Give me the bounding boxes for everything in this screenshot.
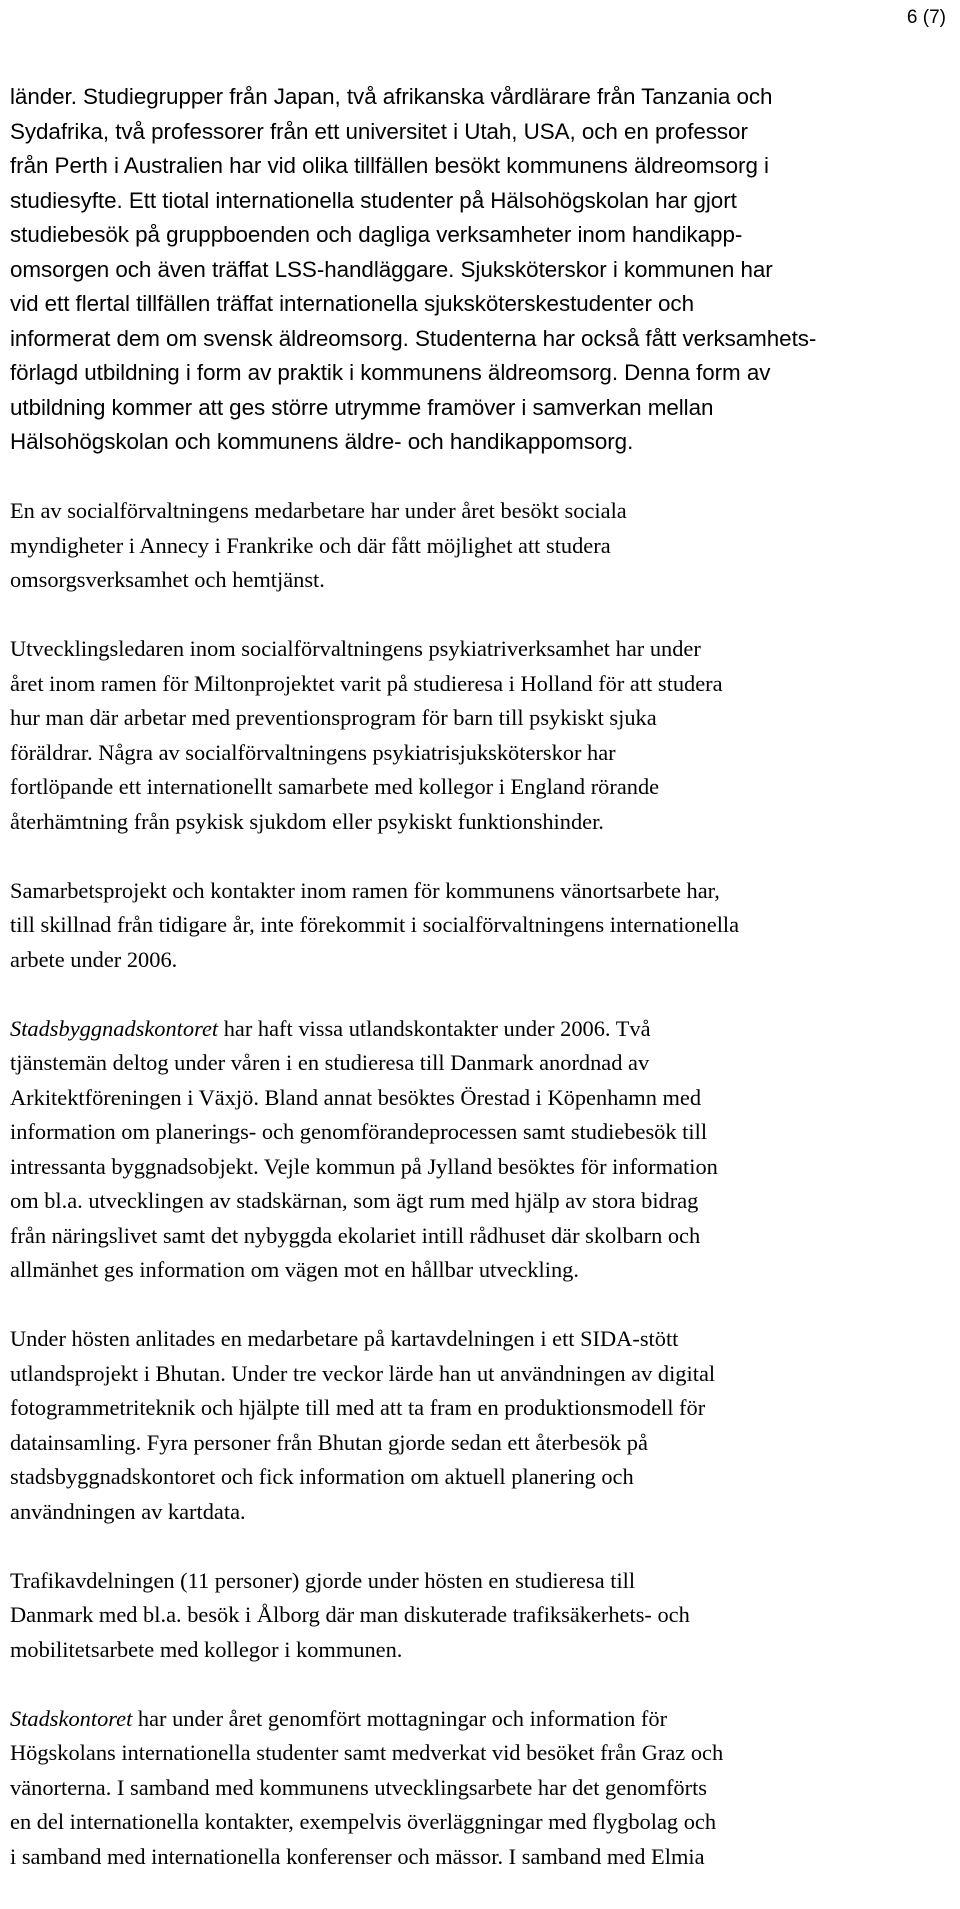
text-line: från näringslivet samt det nybyggda ekolariet intill rådhuset där skolbarn och xyxy=(10,1222,701,1248)
text-line: Utvecklingsledaren inom socialförvaltningens psykiatriverksamhet har under xyxy=(10,636,701,661)
paragraph-holland xyxy=(10,632,950,839)
page-number: 6 (7) xyxy=(906,7,946,28)
text-line: Danmark med bl.a. besök i Ålborg där man diskuterade trafiksäkerhets- och xyxy=(10,1602,690,1627)
text-line xyxy=(10,1702,950,1737)
text-line: myndigheter i Annecy i Frankrike och där fått möjlighet att studera xyxy=(10,532,611,558)
text-line: omsorgen och även träffat LSS-handläggare. Sjuksköterskor i kommunen har xyxy=(10,256,773,282)
paragraph-annecy xyxy=(10,494,950,598)
paragraph-stadsbyggnadskontoret xyxy=(10,1012,950,1288)
text-line: studiebesök på gruppboenden och dagliga verksamheter inom handikapp- xyxy=(10,222,743,247)
text-line: återhämtning från psykisk sjukdom eller psykiskt funktionshinder. xyxy=(10,808,604,834)
text-line xyxy=(10,1012,950,1047)
text-line: användningen av kartdata. xyxy=(10,1498,246,1524)
text-line: arbete under 2006. xyxy=(10,946,178,972)
text-line: utbildning kommer att ges större utrymme framöver i samverkan mellan xyxy=(10,394,714,420)
text-line: allmänhet ges information om vägen mot en hållbar utveckling. xyxy=(10,1257,579,1282)
text-line: informerat dem om svensk äldreomsorg. Studenterna har också fått verksamhets- xyxy=(10,325,817,351)
text-line: en del internationella kontakter, exempelvis överläggningar med flygbolag och xyxy=(10,1809,717,1834)
text-fragment: har haft vissa utlandskontakter under 2006. Två xyxy=(218,1015,651,1041)
text-line: information om planerings- och genomförandeprocessen samt studiebesök till xyxy=(10,1119,708,1144)
text-line: En av socialförvaltningens medarbetare har under året besökt sociala xyxy=(10,498,627,523)
text-line: till skillnad från tidigare år, inte förekommit i socialförvaltningens internationella xyxy=(10,912,740,937)
text-line: fortlöpande ett internationellt samarbete med kollegor i England rörande xyxy=(10,774,660,799)
text-line: hur man där arbetar med preventionsprogram för barn till psykiskt sjuka xyxy=(10,705,657,730)
text-line: studiesyfte. Ett tiotal internationella studenter på Hälsohögskolan har gjort xyxy=(10,187,737,213)
text-line: Trafikavdelningen (11 personer) gjorde under hösten en studieresa till xyxy=(10,1567,636,1593)
paragraph-bhutan xyxy=(10,1322,950,1529)
emphasis-stadsbyggnadskontoret: Stadsbyggnadskontoret xyxy=(10,1015,219,1041)
text-line: från Perth i Australien har vid olika tillfällen besökt kommunens äldreomsorg i xyxy=(10,153,769,178)
document-body xyxy=(10,80,950,1909)
text-line: Högskolans internationella studenter samt medverkat vid besöket från Graz och xyxy=(10,1740,724,1765)
paragraph-stadskontoret xyxy=(10,1702,950,1875)
text-line: intressanta byggnadsobjekt. Vejle kommun på Jylland besöktes för information xyxy=(10,1153,718,1179)
text-line: datainsamling. Fyra personer från Bhutan gjorde sedan ett återbesök på xyxy=(10,1429,648,1455)
text-line: vänorterna. I samband med kommunens utvecklingsarbete har det genomförts xyxy=(10,1774,708,1800)
text-line: förlagd utbildning i form av praktik i kommunens äldreomsorg. Denna form av xyxy=(10,360,771,385)
paragraph-vanort xyxy=(10,874,950,978)
text-line: Sydafrika, två professorer från ett universitet i Utah, USA, och en professor xyxy=(10,118,748,144)
paragraph-intro xyxy=(10,80,950,460)
text-fragment: har under året genomfört mottagningar och information för xyxy=(132,1705,668,1731)
text-line: utlandsprojekt i Bhutan. Under tre veckor lärde han ut användningen av digital xyxy=(10,1360,716,1386)
emphasis-stadskontoret: Stadskontoret xyxy=(10,1705,133,1731)
text-line: länder. Studiegrupper från Japan, två afrikanska vårdlärare från Tanzania och xyxy=(10,84,773,109)
text-line: i samband med internationella konferenser och mässor. I samband med Elmia xyxy=(10,1843,705,1869)
text-line: mobilitetsarbete med kollegor i kommunen. xyxy=(10,1636,403,1662)
text-line: omsorgsverksamhet och hemtjänst. xyxy=(10,567,325,592)
text-line: Under hösten anlitades en medarbetare på kartavdelningen i ett SIDA-stött xyxy=(10,1326,679,1351)
text-line: Hälsohögskolan och kommunens äldre- och handikappomsorg. xyxy=(10,429,634,454)
paragraph-trafik xyxy=(10,1564,950,1668)
text-line: tjänstemän deltog under våren i en studieresa till Danmark anordnad av xyxy=(10,1050,650,1075)
text-line: Arkitektföreningen i Växjö. Bland annat besöktes Örestad i Köpenhamn med xyxy=(10,1084,702,1110)
text-line: Samarbetsprojekt och kontakter inom ramen för kommunens vänortsarbete har, xyxy=(10,877,720,903)
text-line: vid ett flertal tillfällen träffat internationella sjuksköterskestudenter och xyxy=(10,291,694,316)
text-line: om bl.a. utvecklingen av stadskärnan, som ägt rum med hjälp av stora bidrag xyxy=(10,1188,699,1213)
text-line: fotogrammetriteknik och hjälpte till med att ta fram en produktionsmodell för xyxy=(10,1395,706,1420)
text-line: föräldrar. Några av socialförvaltningens psykiatrisjuksköterskor har xyxy=(10,739,616,765)
text-line: året inom ramen för Miltonprojektet varit på studieresa i Holland för att studera xyxy=(10,670,723,696)
text-line: stadsbyggnadskontoret och fick information om aktuell planering och xyxy=(10,1464,634,1489)
